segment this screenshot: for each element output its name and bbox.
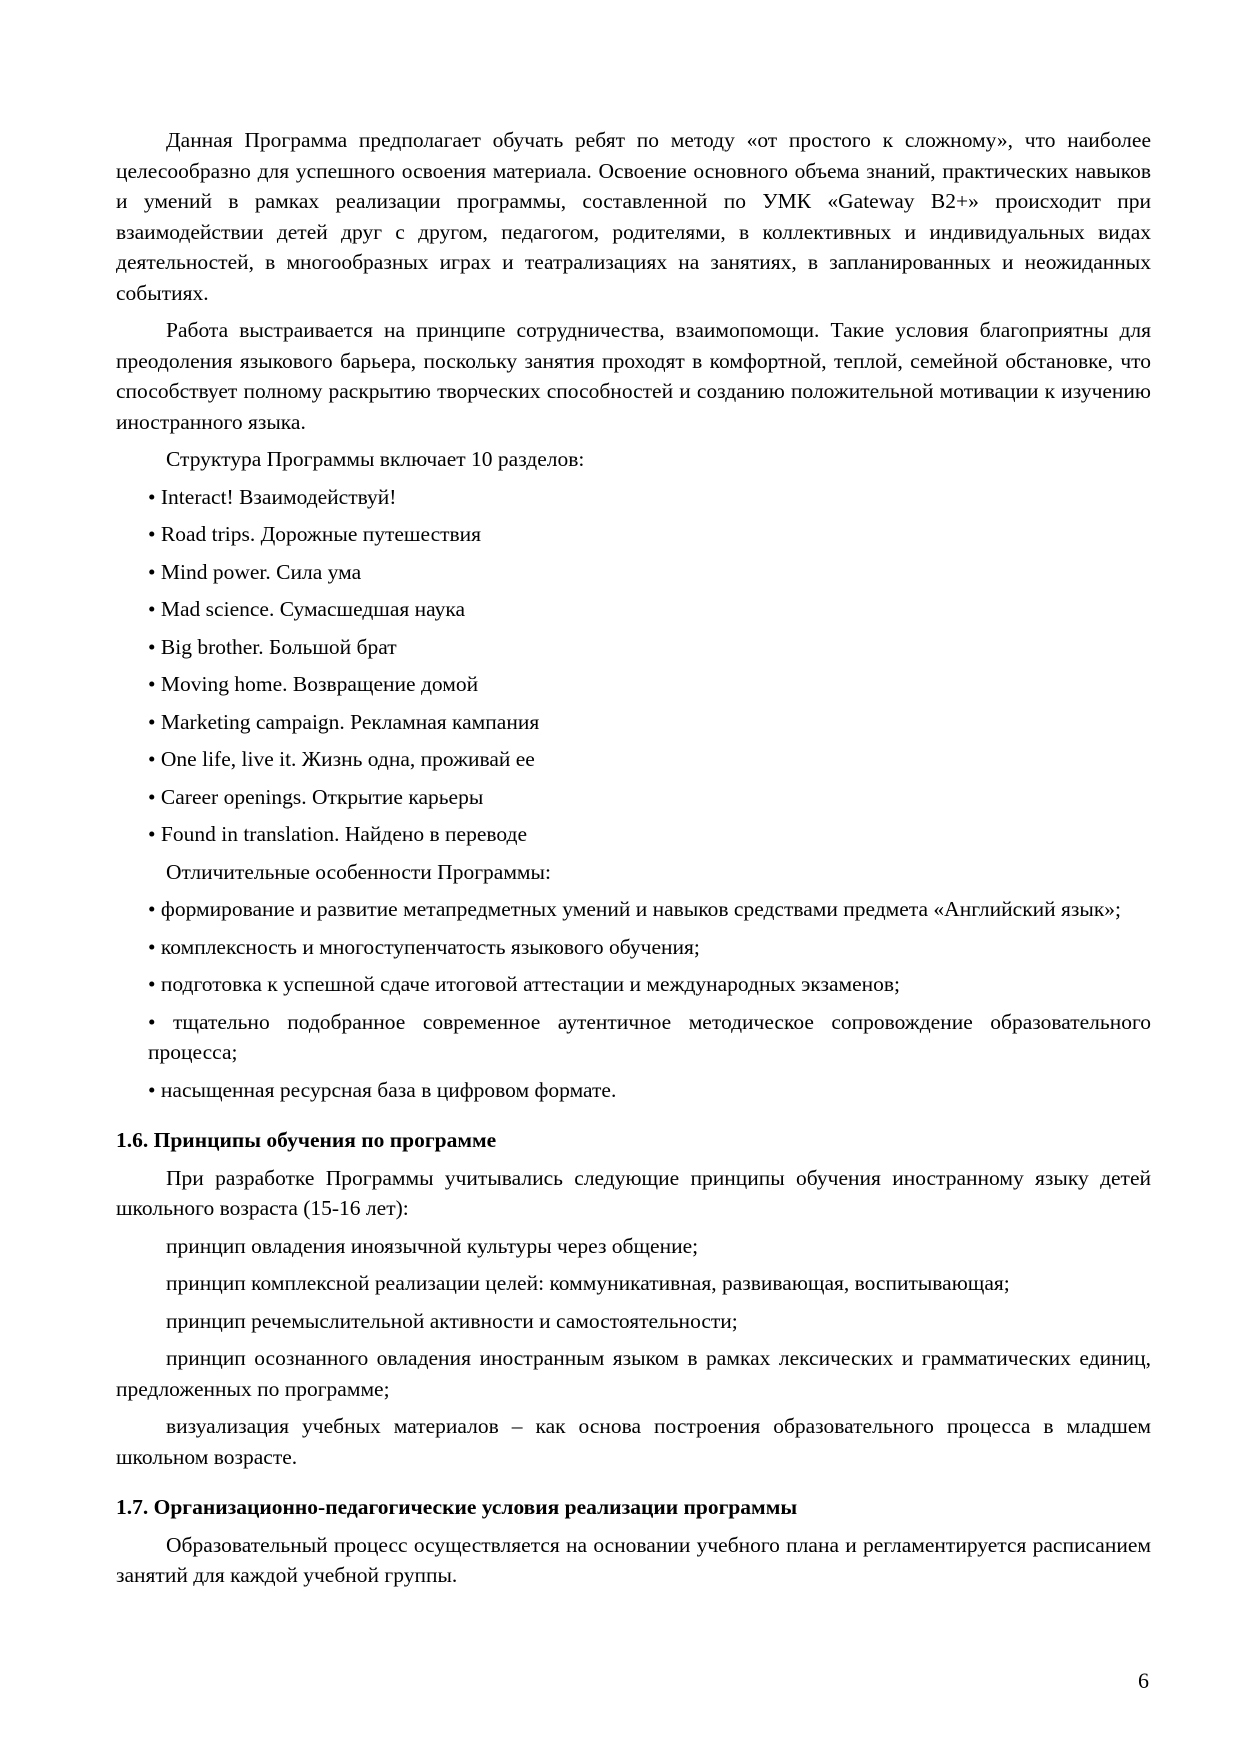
- principle-item: принцип комплексной реализации целей: коммуникативная, развивающая, воспитывающая;: [166, 1271, 1010, 1295]
- list-item: • Moving home. Возвращение домой: [148, 672, 479, 696]
- list-item: • Road trips. Дорожные путешествия: [148, 522, 482, 546]
- list-item: • Big brother. Большой брат: [148, 634, 397, 659]
- principle-item: принцип речемыслительной активности и самостоятельности;: [166, 1308, 738, 1333]
- features-list: [116, 894, 1151, 1105]
- page-number: 6: [1138, 1668, 1149, 1693]
- list-item: • комплексность и многоступенчатость языкового обучения;: [148, 934, 700, 959]
- list-item: • подготовка к успешной сдаче итоговой аттестации и международных экзаменов;: [148, 972, 901, 996]
- principle-item: визуализация учебных материалов – как основа построения образовательного процесса в младшем школьном возрасте.: [116, 1414, 1151, 1469]
- principle-item: принцип осознанного овладения иностранным языком в рамках лексических и грамматических единиц, предложенных по программе;: [116, 1346, 1151, 1401]
- features-intro: Отличительные особенности Программы:: [166, 859, 551, 884]
- section-1-7-text: Образовательный процесс осуществляется на основании учебного плана и регламентируется расписанием занятий для каждой учебной группы.: [116, 1532, 1151, 1587]
- list-item: • Found in translation. Найдено в переводе: [148, 822, 528, 846]
- intro-paragraph-2: Работа выстраивается на принципе сотрудничества, взаимопомощи. Такие условия благоприятны для преодоления языкового барьера, поскольку занятия проходят в комфортной, теплой, семейной обстановке, что способствует полному раскрытию творческих способностей и созданию положительной мотивации к изучению иностранного языка.: [116, 318, 1151, 434]
- section-1-6-intro: При разработке Программы учитывались следующие принципы обучения иностранному языку детей школьного возраста (15-16 лет):: [116, 1165, 1151, 1220]
- document-page: [116, 125, 1151, 1598]
- principle-item: принцип овладения иноязычной культуры через общение;: [166, 1233, 699, 1258]
- list-item: • One life, live it. Жизнь одна, проживай ее: [148, 747, 535, 771]
- list-item: • Mad science. Сумасшедшая наука: [148, 597, 465, 621]
- section-heading-1-6: 1.6. Принципы обучения по программе: [116, 1128, 497, 1152]
- list-item: • формирование и развитие метапредметных умений и навыков средствами предмета «Английский язык»;: [148, 897, 1122, 921]
- structure-intro: Структура Программы включает 10 разделов:: [166, 447, 585, 471]
- list-item: • Interact! Взаимодействуй!: [148, 484, 397, 509]
- list-item: • Mind power. Сила ума: [148, 559, 362, 584]
- sections-list: [116, 482, 1151, 850]
- list-item: • Marketing campaign. Рекламная кампания: [148, 709, 540, 734]
- section-heading-1-7: 1.7. Организационно-педагогические условия реализации программы: [116, 1495, 798, 1519]
- list-item: • насыщенная ресурсная база в цифровом формате.: [148, 1077, 617, 1102]
- intro-paragraph-1: Данная Программа предполагает обучать ребят по методу «от простого к сложному», что наиболее целесообразно для успешного освоения материала. Освоение основного объема знаний, практических навыков и умений в рамках реализации программы, составленной по УМК «Gateway B2+» происходит при взаимодействии детей друг с другом, педагогом, родителями, в коллективных и индивидуальных видах деятельностей, в многообразных играх и театрализациях на занятиях, в запланированных и неожиданных событиях.: [116, 128, 1151, 305]
- list-item: • тщательно подобранное современное аутентичное методическое сопровождение образовательного процесса;: [148, 1009, 1151, 1064]
- list-item: • Career openings. Открытие карьеры: [148, 784, 484, 809]
